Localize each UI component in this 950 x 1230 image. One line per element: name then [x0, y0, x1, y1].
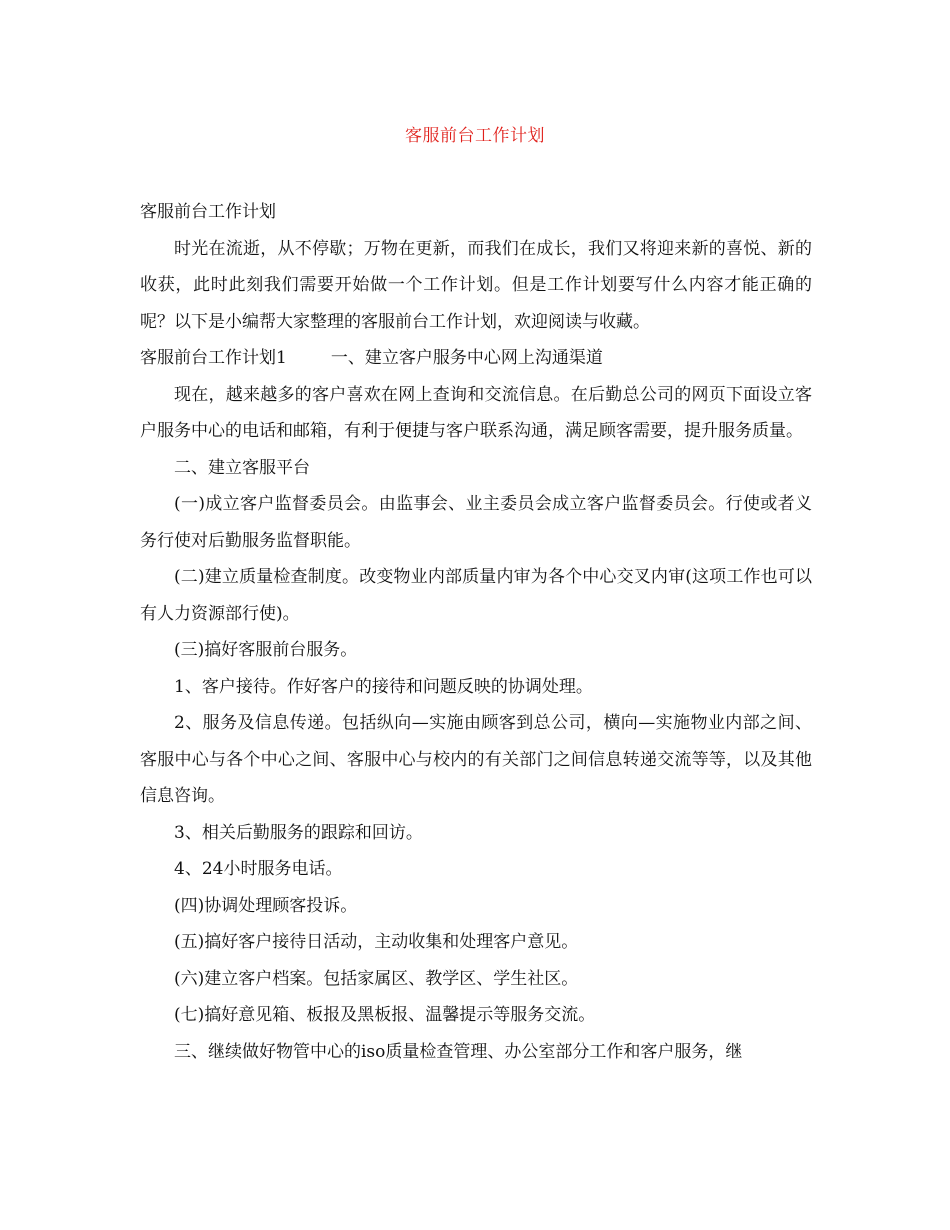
list-item: (四)协调处理顾客投诉。 — [174, 895, 358, 916]
plan-label: 客服前台工作计划1 — [140, 348, 287, 368]
list-item: (五)搞好客户接待日活动，主动收集和处理客户意见。 — [174, 932, 579, 952]
list-item: (七)搞好意见箱、板报及黑板报、温馨提示等服务交流。 — [174, 1005, 596, 1025]
section2-heading: 二、建立客服平台 — [174, 457, 310, 478]
list-item: (六)建立客户档案。包括家属区、教学区、学生社区。 — [174, 968, 579, 989]
sub-list-item: 3、相关后勤服务的跟踪和回访。 — [174, 822, 423, 843]
list-item: (三)搞好客服前台服务。 — [174, 640, 358, 660]
document-subtitle: 客服前台工作计划 — [140, 202, 276, 222]
sub-list-item: 2、服务及信息传递。包括纵向—实施由顾客到总公司，横向—实施物业内部之间、客服中心与各个中心之间、客服中心与校内的有关部门之间信息转递交流等等，以及其他信息咨询。 — [140, 713, 812, 806]
list-item: (二)建立质量检查制度。改变物业内部质量内审为各个中心交叉内审(这项工作也可以有人力资源部行使)。 — [140, 567, 812, 624]
document-title: 客服前台工作计划 — [405, 126, 545, 146]
section1-heading: 一、建立客户服务中心网上沟通渠道 — [330, 348, 603, 368]
intro-paragraph: 时光在流逝，从不停歇；万物在更新，而我们在成长，我们又将迎来新的喜悦、新的收获，此时此刻我们需要开始做一个工作计划。但是工作计划要写什么内容才能正确的呢？以下是小编帮大家整理的客服前台工作计划，欢迎阅读与收藏。 — [140, 238, 812, 332]
document-body — [140, 194, 812, 1070]
section3-heading: 三、继续做好物管中心的iso质量检查管理、办公室部分工作和客户服务，继 — [174, 1041, 743, 1062]
sub-list-item: 4、24小时服务电话。 — [174, 859, 343, 879]
list-item: (一)成立客户监督委员会。由监事会、业主委员会成立客户监督委员会。行使或者义务行使对后勤服务监督职能。 — [140, 494, 812, 551]
section1-body: 现在，越来越多的客户喜欢在网上查询和交流信息。在后勤总公司的网页下面设立客户服务中心的电话和邮箱，有利于便捷与客户联系沟通，满足顾客需要，提升服务质量。 — [140, 384, 812, 441]
sub-list-item: 1、客户接待。作好客户的接待和问题反映的协调处理。 — [174, 676, 593, 697]
plan-heading-line — [140, 340, 812, 377]
